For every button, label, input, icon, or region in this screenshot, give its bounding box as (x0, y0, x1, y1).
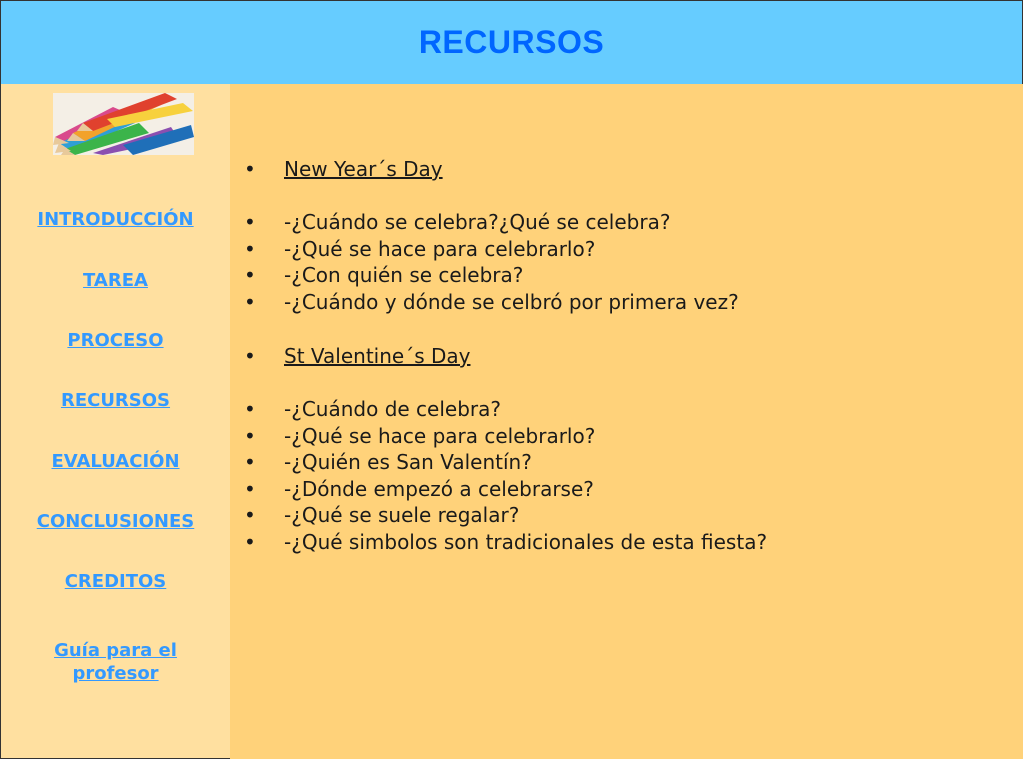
bullet-icon: • (244, 237, 256, 261)
page-title: RECURSOS (418, 24, 605, 60)
bullet-icon: • (244, 344, 256, 368)
list-item (244, 423, 595, 449)
bullet-icon: • (244, 503, 256, 527)
bullet-icon: • (244, 157, 256, 181)
nav-link-guia-profesor-line2[interactable]: profesor (72, 663, 159, 684)
bullet-icon: • (244, 263, 256, 287)
list-item (244, 262, 523, 288)
list-item-text: -¿Quién es San Valentín? (284, 450, 532, 474)
colored-pencils-image (53, 93, 194, 155)
resource-list (230, 84, 1022, 758)
bullet-icon: • (244, 530, 256, 554)
bullet-icon: • (244, 290, 256, 314)
list-item (244, 209, 670, 235)
list-item-text: -¿Qué se hace para celebrarlo? (284, 424, 596, 448)
bullet-icon: • (244, 477, 256, 501)
list-item-text: -¿Qué se hace para celebrarlo? (284, 237, 596, 261)
nav-link-guia-profesor-line1[interactable]: Guía para el (54, 640, 177, 661)
main-content (230, 84, 1023, 759)
nav-link-creditos[interactable]: CREDITOS (64, 571, 167, 592)
nav-link-tarea[interactable]: TAREA (83, 270, 148, 291)
bullet-icon: • (244, 424, 256, 448)
list-item (244, 529, 767, 555)
list-item-text: -¿Con quién se celebra? (284, 263, 524, 287)
list-item (244, 236, 595, 262)
st-valentines-day-link[interactable]: St Valentine´s Day (284, 344, 471, 368)
list-item (244, 289, 739, 315)
list-item-text: -¿Cuándo de celebra? (284, 397, 502, 421)
list-item (244, 476, 594, 502)
list-item-text: -¿Dónde empezó a celebrarse? (284, 477, 594, 501)
nav-link-conclusiones[interactable]: CONCLUSIONES (36, 511, 195, 532)
list-item-text: -¿Qué se suele regalar? (284, 503, 520, 527)
list-item (244, 396, 501, 422)
list-item (244, 156, 443, 182)
page-header (0, 0, 1023, 85)
bullet-icon: • (244, 450, 256, 474)
bullet-icon: • (244, 210, 256, 234)
nav-link-proceso[interactable]: PROCESO (67, 330, 164, 351)
list-item (244, 343, 470, 369)
nav-link-introduccion[interactable]: INTRODUCCIÓN (37, 209, 194, 230)
list-item-text: -¿Cuándo y dónde se celbró por primera vez? (284, 290, 739, 314)
list-item (244, 449, 532, 475)
sidebar (0, 84, 231, 759)
list-item-text: -¿Cuándo se celebra?¿Qué se celebra? (284, 210, 671, 234)
bullet-icon: • (244, 397, 256, 421)
nav-link-recursos[interactable]: RECURSOS (60, 390, 171, 411)
new-years-day-link[interactable]: New Year´s Day (284, 157, 443, 181)
nav-link-evaluacion[interactable]: EVALUACIÓN (51, 451, 180, 472)
list-item-text: -¿Qué simbolos son tradicionales de esta fiesta? (284, 530, 768, 554)
list-item (244, 502, 519, 528)
